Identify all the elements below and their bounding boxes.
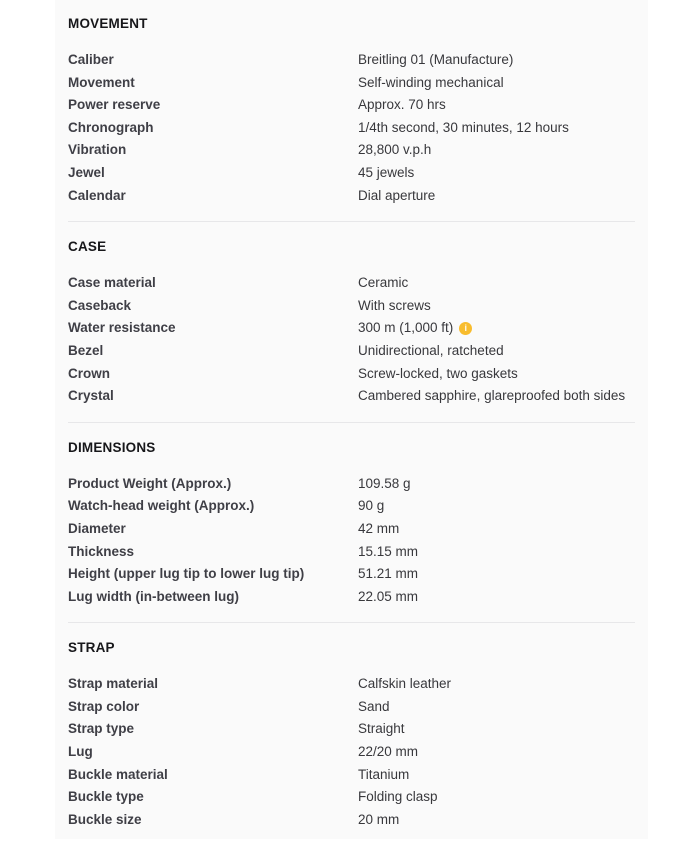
- spec-row: [68, 809, 635, 832]
- spec-value-text: 109.58 g: [358, 475, 411, 491]
- spec-value: [358, 541, 418, 564]
- spec-row: [68, 72, 635, 95]
- spec-value: [358, 764, 409, 787]
- spec-row: [68, 786, 635, 809]
- spec-row: [68, 385, 635, 408]
- spec-row: [68, 317, 635, 340]
- spec-rows: [68, 473, 635, 609]
- spec-label: Calendar: [68, 187, 126, 203]
- spec-value-text: Dial aperture: [358, 187, 436, 203]
- spec-value: [358, 272, 408, 295]
- spec-value: [358, 563, 418, 586]
- spec-value-text: 300 m (1,000 ft): [358, 320, 454, 336]
- spec-value: [358, 317, 472, 340]
- info-icon[interactable]: i: [459, 322, 472, 335]
- spec-row: [68, 696, 635, 719]
- spec-row: [68, 139, 635, 162]
- spec-label: Lug width (in-between lug): [68, 588, 239, 604]
- spec-value: [358, 139, 431, 162]
- spec-value-text: 42 mm: [358, 520, 400, 536]
- spec-label: Lug: [68, 744, 93, 760]
- spec-value: [358, 363, 518, 386]
- spec-section: [68, 14, 635, 207]
- spec-row: [68, 541, 635, 564]
- section-divider: [68, 422, 635, 423]
- spec-value: [358, 295, 431, 318]
- spec-value: [358, 696, 390, 719]
- section-title: CASE: [68, 239, 107, 255]
- spec-row: [68, 673, 635, 696]
- spec-row: [68, 340, 635, 363]
- spec-label: Crown: [68, 365, 110, 381]
- spec-row: [68, 718, 635, 741]
- spec-row: [68, 563, 635, 586]
- spec-value-text: 28,800 v.p.h: [358, 142, 432, 158]
- spec-row: [68, 586, 635, 609]
- spec-label: Buckle size: [68, 811, 142, 827]
- spec-label: Strap material: [68, 676, 159, 692]
- spec-row: [68, 473, 635, 496]
- spec-row: [68, 162, 635, 185]
- spec-rows: [68, 673, 635, 831]
- spec-value: [358, 94, 446, 117]
- spec-label: Diameter: [68, 520, 126, 536]
- spec-value-text: Folding clasp: [358, 789, 438, 805]
- spec-value-text: 22/20 mm: [358, 744, 419, 760]
- spec-row: [68, 741, 635, 764]
- spec-row: [68, 518, 635, 541]
- spec-value: [358, 162, 414, 185]
- spec-label: Buckle material: [68, 766, 168, 782]
- spec-value: [358, 117, 569, 140]
- spec-label: Case material: [68, 275, 156, 291]
- spec-value-text: 15.15 mm: [358, 543, 419, 559]
- spec-value-text: Calfskin leather: [358, 676, 452, 692]
- spec-value-text: Screw-locked, two gaskets: [358, 365, 518, 381]
- spec-label: Bezel: [68, 342, 104, 358]
- spec-value-text: Sand: [358, 698, 390, 714]
- spec-value: [358, 673, 451, 696]
- spec-label: Vibration: [68, 142, 127, 158]
- spec-value: [358, 718, 405, 741]
- section-title: MOVEMENT: [68, 16, 148, 31]
- spec-value: [358, 72, 504, 95]
- spec-value-text: 22.05 mm: [358, 588, 419, 604]
- spec-value-text: Straight: [358, 721, 405, 737]
- spec-value-text: Unidirectional, ratcheted: [358, 342, 504, 358]
- spec-row: [68, 94, 635, 117]
- spec-value: [358, 786, 438, 809]
- spec-row: [68, 185, 635, 208]
- section-divider: [68, 622, 635, 623]
- spec-label: Thickness: [68, 543, 135, 559]
- spec-value-text: 45 jewels: [358, 164, 415, 180]
- spec-label: Product Weight (Approx.): [68, 475, 232, 491]
- spec-label: Strap color: [68, 698, 140, 714]
- spec-value: [358, 586, 418, 609]
- spec-row: [68, 49, 635, 72]
- spec-label: Strap type: [68, 721, 135, 737]
- spec-value: [358, 495, 384, 518]
- spec-row: [68, 295, 635, 318]
- spec-value: [358, 385, 625, 408]
- spec-row: [68, 764, 635, 787]
- spec-label: Jewel: [68, 164, 105, 180]
- spec-row: [68, 272, 635, 295]
- spec-label: Height (upper lug tip to lower lug tip): [68, 566, 305, 582]
- spec-label: Water resistance: [68, 320, 176, 336]
- spec-label: Caliber: [68, 52, 114, 67]
- spec-value: [358, 473, 411, 496]
- spec-rows: [68, 49, 635, 207]
- spec-card: [55, 0, 648, 839]
- spec-row: [68, 363, 635, 386]
- spec-value: [358, 185, 435, 208]
- spec-value-text: 51.21 mm: [358, 566, 419, 582]
- spec-value: [358, 809, 399, 832]
- spec-section: [68, 638, 635, 831]
- spec-label: Chronograph: [68, 119, 154, 135]
- spec-value: [358, 340, 504, 363]
- spec-label: Power reserve: [68, 97, 161, 113]
- spec-value-text: Cambered sapphire, glareproofed both sides: [358, 388, 626, 404]
- spec-label: Caseback: [68, 297, 132, 313]
- spec-row: [68, 117, 635, 140]
- spec-value: [358, 49, 513, 72]
- spec-value: [358, 518, 399, 541]
- section-title: DIMENSIONS: [68, 439, 156, 455]
- spec-label: Crystal: [68, 388, 114, 404]
- spec-label: Watch-head weight (Approx.): [68, 498, 255, 514]
- spec-value-text: Breitling 01 (Manufacture): [358, 52, 514, 67]
- spec-section: [68, 438, 635, 609]
- spec-label: Buckle type: [68, 789, 144, 805]
- spec-value-text: With screws: [358, 297, 431, 313]
- spec-value-text: 1/4th second, 30 minutes, 12 hours: [358, 119, 569, 135]
- spec-value-text: Titanium: [358, 766, 410, 782]
- spec-label: Movement: [68, 74, 135, 90]
- spec-rows: [68, 272, 635, 408]
- spec-value-text: Approx. 70 hrs: [358, 97, 446, 113]
- section-title: STRAP: [68, 640, 115, 656]
- section-divider: [68, 221, 635, 222]
- spec-value-text: 20 mm: [358, 811, 400, 827]
- spec-row: [68, 495, 635, 518]
- spec-value: [358, 741, 418, 764]
- spec-value-text: Self-winding mechanical: [358, 74, 504, 90]
- spec-value-text: Ceramic: [358, 275, 409, 291]
- spec-value-text: 90 g: [358, 498, 385, 514]
- spec-section: [68, 237, 635, 408]
